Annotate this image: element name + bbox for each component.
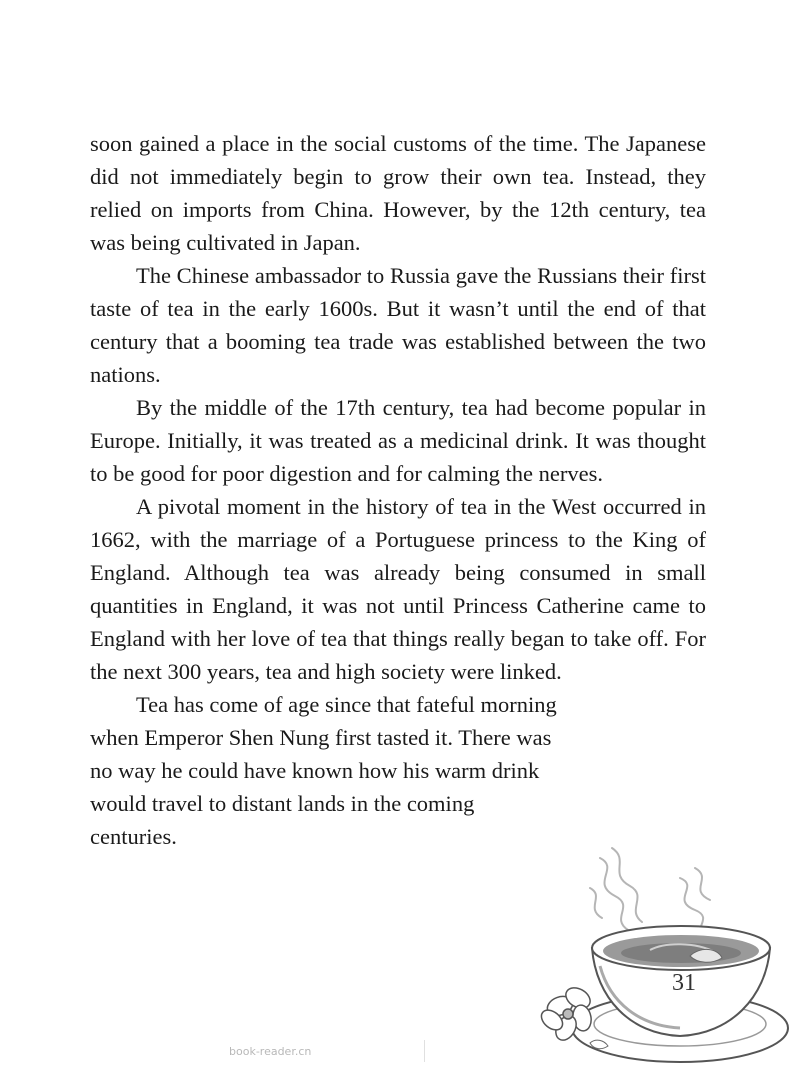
steam-icon: [590, 848, 710, 938]
body-text: [90, 127, 706, 853]
page-number: 31: [672, 970, 696, 996]
teacup-with-steam-and-blossom-icon: [530, 838, 800, 1072]
watermark: book-reader.cn: [229, 1045, 312, 1058]
paragraph-4: A pivotal moment in the history of tea in the West occurred in 1662, with the marriage of a Portuguese princess to the King of England. Although tea was already being consumed in small quantities in England, it was not until Princess Catherine came to England with her love of tea that things really began to take off. For the next 300 years, tea and high society were linked.: [90, 494, 706, 684]
paragraph-3: By the middle of the 17th century, tea had become popular in Europe. Initially, it was treated as a medicinal drink. It was thought to be good for poor digestion and for calming the nerves.: [90, 395, 706, 486]
gutter-mark: [424, 1040, 425, 1062]
paragraph-1: soon gained a place in the social customs of the time. The Japanese did not immediately begin to grow their own tea. Instead, they relied on imports from China. However, by the 12th century, tea was being cultivated in Japan.: [90, 131, 706, 255]
paragraph-2: The Chinese ambassador to Russia gave the Russians their first taste of tea in the early 1600s. But it wasn’t until the end of that century that a booming tea trade was established between the two nations.: [90, 263, 706, 387]
paragraph-5: Tea has come of age since that fateful morning when Emperor Shen Nung first tasted it. There was no way he could have known how his warm drink would travel to distant lands in the coming centuries.: [90, 692, 557, 849]
